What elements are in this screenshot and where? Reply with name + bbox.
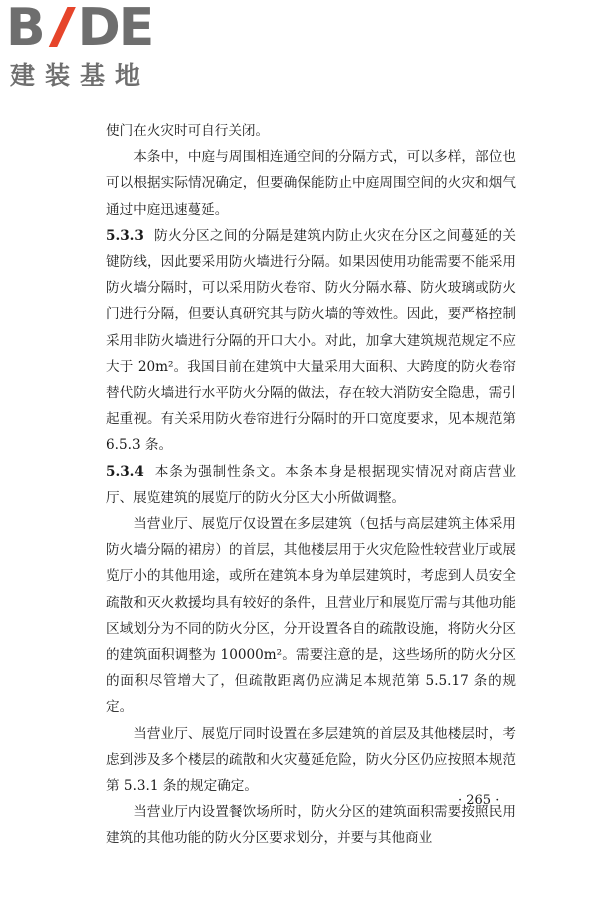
logo-wordmark: B DE <box>6 0 153 58</box>
clause-number: 5.3.4 <box>106 463 144 480</box>
clause-5-3-4 <box>106 459 516 511</box>
paragraph-dining-areas: 当营业厅内设置餐饮场所时，防火分区的建筑面积需要按照民用建筑的其他功能的防火分区要求划分，并要与其他商业 <box>106 804 516 847</box>
paragraph-atrium-separation: 本条中，中庭与周围相连通空间的分隔方式，可以多样，部位也可以根据实际情况确定，但要确保能防止中庭周围空间的火灾和烟气通过中庭迅速蔓延。 <box>106 149 516 218</box>
clause-5-3-3 <box>106 223 516 459</box>
logo-slash-mark <box>44 7 78 47</box>
clause-text: 防火分区之间的分隔是建筑内防止火灾在分区之间蔓延的关键防线，因此要采用防火墙进行分隔。如果因使用功能需要不能采用防火墙分隔时，可以采用防火卷帘、防火分隔水幕、防火玻璃或防火门进行分隔，但要认真研究其与防火墙的等效性。因此，要严格控制采用非防火墙进行分隔的开口大小。对此，加拿大建筑规范规定不应大于 20m²。我国目前在建筑中大量采用大面积、大跨度的防火卷帘替代防火墙进行水平防火分隔的做法，存在较大消防安全隐患，需引起重视。有关采用防火卷帘进行分隔时的开口宽度要求，见本规范第 6.5.3 条。 <box>106 227 516 454</box>
page-body <box>106 118 516 852</box>
clause-number: 5.3.3 <box>106 227 144 244</box>
bade-logo-watermark <box>6 2 176 92</box>
page-number: · 265 · <box>458 793 500 808</box>
paragraph-continuation: 使门在火灾时可自行关闭。 <box>106 123 270 139</box>
logo-subtitle: 建装基地 <box>10 61 151 90</box>
clause-text: 本条为强制性条文。本条本身是根据现实情况对商店营业厅、展览建筑的展览厅的防火分区大小所做调整。 <box>106 463 516 506</box>
paragraph-ground-floor-halls: 当营业厅、展览厅仅设置在多层建筑（包括与高层建筑主体采用防火墙分隔的裙房）的首层，其他楼层用于火灾危险性较营业厅或展览厅小的其他用途，或所在建筑本身为单层建筑时，考虑到人员安全疏散和灭火救援均具有较好的条件，且营业厅和展览厅需与其他功能区域划分为不同的防火分区，分开设置各自的疏散设施，将防火分区的建筑面积调整为 10000m²。需要注意的是，这些场所的防火分区的面积尽管增大了，但疏散距离仍应满足本规范第 5.5.17 条的规定。 <box>106 516 516 716</box>
paragraph-multi-floor-halls: 当营业厅、展览厅同时设置在多层建筑的首层及其他楼层时，考虑到涉及多个楼层的疏散和火灾蔓延危险，防火分区仍应按照本规范第 5.3.1 条的规定确定。 <box>106 725 516 795</box>
